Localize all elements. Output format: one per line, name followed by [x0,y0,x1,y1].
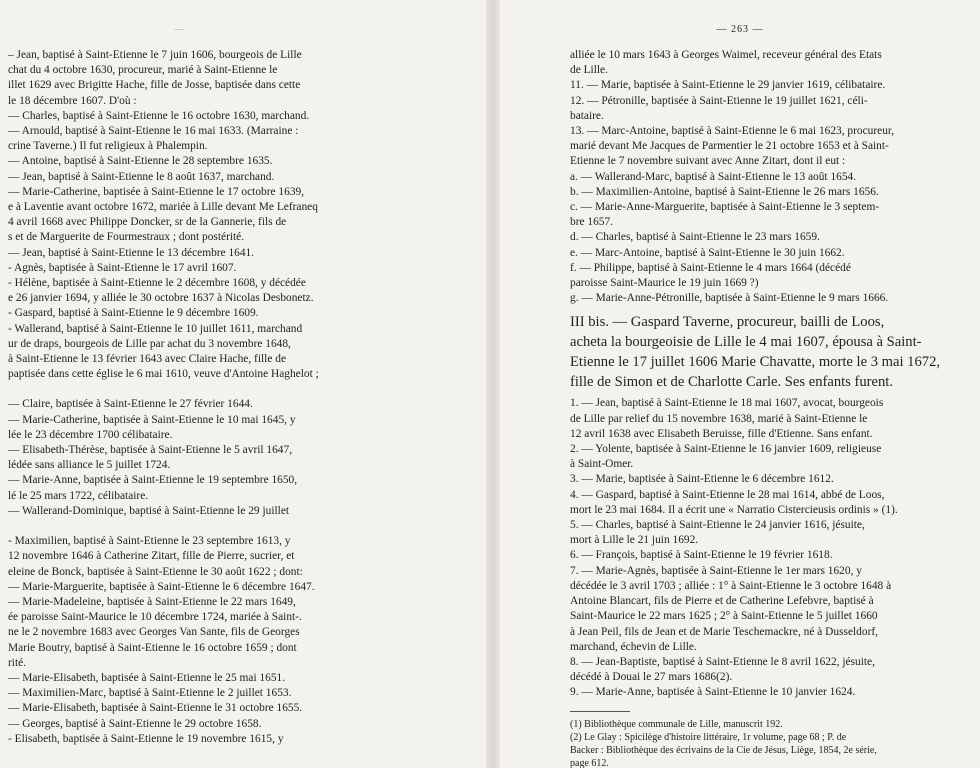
right-page-number: — 263 — [716,24,764,35]
section-line: III bis. — Gaspard Taverne, procureur, bailli de Loos, [570,314,885,331]
text-line: s et de Marguerite de Fourmestraux ; dont postérité. [8,231,245,244]
left-page [0,0,486,768]
text-line: - Elisabeth, baptisée à Saint-Etienne le 19 novembre 1615, y [8,732,284,745]
text-line: à Saint-Etienne le 13 février 1643 avec Claire Hache, fille de [8,353,286,366]
text-line: rité. [8,656,27,669]
footnote-line: (1) Bibliothèque communale de Lille, manuscrit 192. [570,718,783,730]
text-line: décédé à Douai le 27 mars 1686(2). [570,671,733,684]
text-line: paroisse Saint-Maurice le 19 juin 1669 ?) [570,277,759,290]
text-line: — Claire, baptisée à Saint-Etienne le 27 février 1644. [8,398,253,411]
text-line: e à Laventie avant octobre 1672, mariée à Lille devant Me Lefraneq [8,201,318,214]
text-line: — Jean, baptisé à Saint-Etienne le 13 décembre 1641. [8,246,255,259]
footnote-line: (2) Le Glay : Spicilège d'histoire littéraire, 1r volume, page 68 ; P. de [570,731,847,743]
section-line: fille de Simon et de Charlotte Carle. Ses enfants furent. [570,374,894,391]
text-line: 1. — Jean, baptisé à Saint-Etienne le 18 mai 1607, avocat, bourgeois [570,397,884,410]
text-line: b. — Maximilien-Antoine, baptisé à Saint-Etienne le 26 mars 1656. [570,185,879,198]
text-line [8,382,376,397]
text-line: crine Taverne.) Il fut religieux à Phalempin. [8,140,208,153]
text-line: lée le 23 décembre 1700 célibataire. [8,428,173,441]
text-line: Antoine Blancart, fils de Pierre et de Catherine Lefebvre, baptisé à [570,595,874,608]
text-line: — Marie-Anne, baptisée à Saint-Etienne le 19 septembre 1650, [8,474,298,487]
footnotes [570,718,960,768]
text-line [8,519,376,534]
text-line: — Jean, baptisé à Saint-Etienne le 8 août 1637, marchand. [8,170,275,183]
text-line: marchand, échevin de Lille. [570,640,697,653]
text-line: 11. — Marie, baptisée à Saint-Etienne le 29 janvier 1619, célibataire. [570,79,886,92]
text-line: — Marie-Elisabeth, baptisée à Saint-Etienne le 25 mai 1651. [8,671,286,684]
text-line: 7. — Marie-Agnès, baptisée à Saint-Etienne le 1er mars 1620, y [570,564,862,577]
text-line: - Agnès, baptisée à Saint-Etienne le 17 avril 1607. [8,261,237,274]
text-line: 4. — Gaspard, baptisé à Saint-Etienne le 28 mai 1614, abbé de Loos, [570,488,885,501]
text-line: e. — Marc-Antoine, baptisé à Saint-Etienne le 30 juin 1662. [570,246,845,259]
text-line: de Lille par relief du 15 novembre 1638, marié à Saint-Etienne le [570,412,868,425]
text-line: g. — Marie-Anne-Pétronille, baptisée à Saint-Etienne le 9 mars 1666. [570,292,889,305]
text-line: 2. — Yolente, baptisée à Saint-Etienne le 16 janvier 1609, religieuse [570,443,882,456]
text-line: mort à Lille le 21 juin 1692. [570,534,699,547]
text-line: — Marie-Marguerite, baptisée à Saint-Etienne le 6 décembre 1647. [8,580,315,593]
text-line: Marie Boutry, baptisé à Saint-Etienne le 16 octobre 1659 ; dont [8,641,297,654]
text-line: eleine de Bonck, baptisée à Saint-Etienne le 30 août 1622 ; dont: [8,565,303,578]
text-line: — Charles, baptisé à Saint-Etienne le 16 octobre 1630, marchand. [8,109,310,122]
section-line: Etienne le 17 juillet 1606 Marie Chavatte, morte le 3 mai 1672, [570,354,941,371]
text-line: 12 novembre 1646 à Catherine Zitart, fille de Pierre, sucrier, et [8,550,295,563]
text-line: — Marie-Catherine, baptisée à Saint-Etienne le 10 mai 1645, y [8,413,296,426]
right-entries [570,48,960,306]
text-line: 5. — Charles, baptisé à Saint-Etienne le 24 janvier 1616, jésuite, [570,519,865,532]
text-line: — Elisabeth-Thérèse, baptisée à Saint-Etienne le 5 avril 1647, [8,444,293,457]
section-heading-gaspard [570,312,960,392]
text-line: mort le 23 mai 1684. Il a écrit une « Narratio Cistercieusis ordinis » (1). [570,503,898,516]
text-line: — Marie-Madeleine, baptisée à Saint-Etienne le 22 mars 1649, [8,595,296,608]
text-line: bre 1657. [570,216,614,229]
text-line: lé le 25 mars 1722, célibataire. [8,489,149,502]
text-line: — Marie-Elisabeth, baptisée à Saint-Etienne le 31 octobre 1655. [8,702,303,715]
text-line: Etienne le 7 novembre suivant avec Anne Zitart, dont il eut : [570,155,846,168]
text-line: e 26 janvier 1694, y alliée le 30 octobre 1637 à Nicolas Desbonetz. [8,292,314,305]
text-line: ur de draps, bourgeois de Lille par achat du 3 novembre 1648, [8,337,291,350]
text-line: 3. — Marie, baptisée à Saint-Etienne le 6 décembre 1612. [570,473,834,486]
text-line: décédée le 3 avril 1703 ; alliée : 1° à Saint-Etienne le 3 octobre 1648 à [570,579,892,592]
section-line: acheta la bourgeoisie de Lille le 4 mai 1607, épousa à Saint- [570,334,922,351]
footnote-line: Backer : Bibliothèque des écrivains de la Cie de Jésus, Liège, 1854, 2e série, [570,744,877,756]
text-line: — Antoine, baptisé à Saint-Etienne le 28 septembre 1635. [8,155,273,168]
text-line: — Wallerand-Dominique, baptisé à Saint-Etienne le 29 juillet [8,504,290,517]
footnote-rule [570,711,630,712]
footnote-line: page 612. [570,757,609,768]
text-line: c. — Marie-Anne-Marguerite, baptisée à Saint-Etienne le 3 septem- [570,201,880,214]
right-page [500,0,980,768]
text-line: bataire. [570,109,604,122]
text-line: d. — Charles, baptisé à Saint-Etienne le 23 mars 1659. [570,231,820,244]
text-line: le 18 décembre 1607. D'où : [8,94,137,107]
right-page-text [570,48,960,768]
left-page-text [8,48,376,747]
text-line: - Maximilien, baptisé à Saint-Etienne le 23 septembre 1613, y [8,535,291,548]
text-line: ée paroisse Saint-Maurice le 10 décembre 1724, mariée à Saint-. [8,611,302,624]
text-line: paptisée dans cette église le 6 mai 1610, veuve d'Antoine Haghelot ; [8,368,319,381]
text-line: à Saint-Omer. [570,458,634,471]
text-line: – Jean, baptisé à Saint-Etienne le 7 juin 1606, bourgeois de Lille [8,49,302,61]
text-line: — Marie-Catherine, baptisée à Saint-Etienne le 17 octobre 1639, [8,185,305,198]
text-line: - Wallerand, baptisé à Saint-Etienne le 10 juillet 1611, marchand [8,322,303,335]
text-line: f. — Philippe, baptisé à Saint-Etienne le 4 mars 1664 (décédé [570,261,851,274]
text-line: - Hélène, baptisée à Saint-Etienne le 2 décembre 1608, y décédée [8,277,306,290]
text-line: alliée le 10 mars 1643 à Georges Waimel, receveur général des Etats [570,49,882,61]
text-line: a. — Wallerand-Marc, baptisé à Saint-Etienne le 13 août 1654. [570,170,857,183]
text-line: — Arnould, baptisé à Saint-Etienne le 16 mai 1633. (Marraine : [8,125,299,138]
text-line: 6. — François, baptisé à Saint-Etienne le 19 février 1618. [570,549,833,562]
page-gutter [486,0,500,768]
children-list [570,396,960,700]
text-line: 12 avril 1638 avec Elisabeth Beruisse, fille d'Etienne. Sans enfant. [570,427,873,440]
text-line: 8. — Jean-Baptiste, baptisé à Saint-Etienne le 8 avril 1622, jésuite, [570,655,875,668]
text-line: marié devant Me Jacques de Parmentier le 21 octobre 1653 et à Saint- [570,140,889,153]
text-line: chat du 4 octobre 1630, procureur, marié à Saint-Etienne le [8,64,278,77]
text-line: — Georges, baptisé à Saint-Etienne le 29 octobre 1658. [8,717,262,730]
text-line: — Maximilien-Marc, baptisé à Saint-Etienne le 2 juillet 1653. [8,687,292,700]
text-line: illet 1629 avec Brigitte Hache, fille de Josse, baptisée dans cette [8,79,301,92]
text-line: 12. — Pétronille, baptisée à Saint-Etienne le 19 juillet 1621, céli- [570,94,868,107]
text-line: à Jean Peil, fils de Jean et de Marie Teschemackre, né à Dusseldorf, [570,625,879,638]
text-line: 13. — Marc-Antoine, baptisé à Saint-Etienne le 6 mai 1623, procureur, [570,125,895,138]
text-line: Saint-Maurice le 22 mars 1625 ; 2° à Saint-Etienne le 5 juillet 1660 [570,610,878,623]
text-line: 9. — Marie-Anne, baptisée à Saint-Etienne le 10 janvier 1624. [570,686,856,699]
text-line: de Lille. [570,64,608,77]
left-page-header: — [174,24,186,35]
text-line: lédée sans alliance le 5 juillet 1724. [8,459,171,472]
text-line: ne le 2 novembre 1683 avec Georges Van Sante, fils de Georges [8,626,300,639]
text-line: 4 avril 1668 avec Philippe Doncker, sr de la Gannerie, fils de [8,216,287,229]
text-line: - Gaspard, baptisé à Saint-Etienne le 9 décembre 1609. [8,307,259,320]
